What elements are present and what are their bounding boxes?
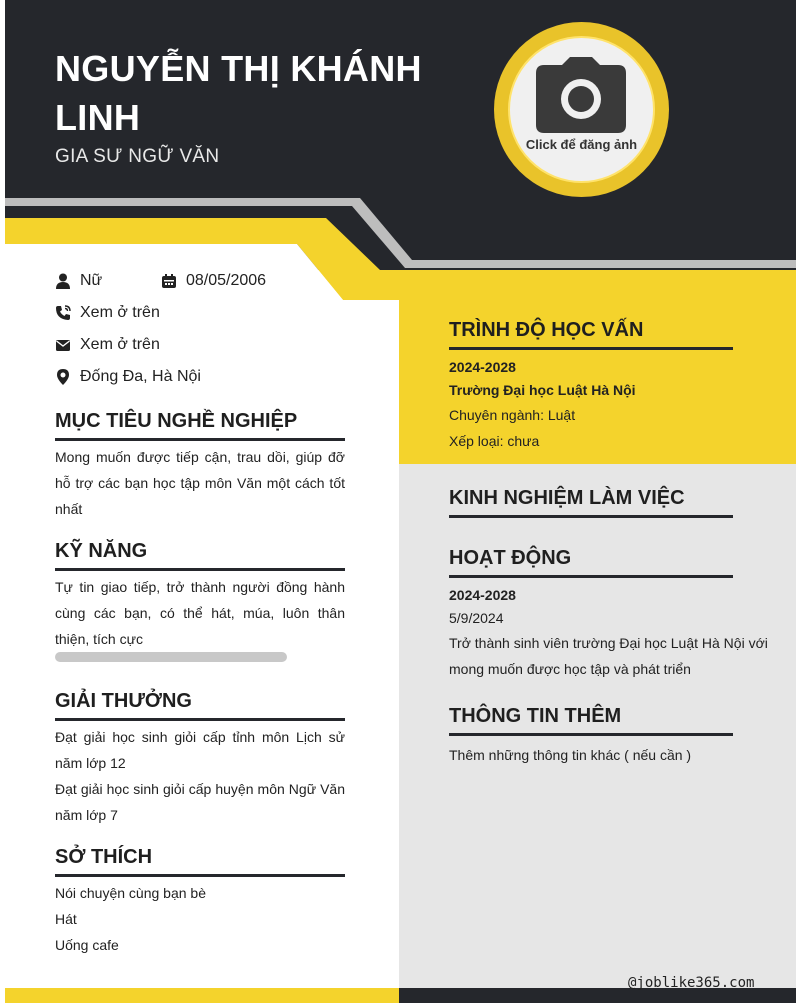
education-period: 2024-2028 — [449, 359, 516, 375]
skill-bar — [55, 652, 287, 662]
skills-title: KỸ NĂNG — [55, 540, 148, 562]
activities-title: HOẠT ĐỘNG — [449, 547, 572, 569]
email-value: Xem ở trên — [80, 336, 160, 353]
map-pin-icon — [55, 369, 71, 385]
education-major: Chuyên ngành: Luật — [449, 407, 576, 423]
award-item: Đạt giải học sinh giỏi cấp tỉnh môn Lịch sử năm lớp 12 — [55, 729, 345, 771]
activities-text: Trở thành sinh viên trường Đại học Luật Hà Nội với mong muốn được học tập và phát triển — [449, 635, 768, 677]
envelope-icon — [55, 337, 71, 353]
contact-email — [55, 336, 160, 354]
candidate-role: GIA SƯ NGỮ VĂN — [55, 146, 220, 167]
objective-title: MỤC TIÊU NGHỀ NGHIỆP — [55, 410, 298, 432]
experience-divider — [449, 515, 733, 518]
contact-phone — [55, 304, 160, 322]
activities-divider — [449, 575, 733, 578]
candidate-name: NGUYỄN THỊ KHÁNH LINH — [55, 48, 422, 138]
objective-text: Mong muốn được tiếp cận, trau dồi, giúp đỡ hỗ trợ các bạn học tập môn Văn một cách tốt nhất — [55, 449, 345, 517]
awards-title: GIẢI THƯỞNG — [55, 690, 192, 712]
phone-value: Xem ở trên — [80, 304, 160, 321]
camera-icon — [536, 55, 626, 135]
awards-divider — [55, 718, 345, 721]
hobbies-title: SỞ THÍCH — [55, 846, 153, 868]
gender-value: Nữ — [80, 272, 103, 289]
phone-icon — [55, 305, 71, 321]
address-value: Đống Đa, Hà Nội — [80, 368, 201, 385]
education-divider — [449, 347, 733, 350]
hobbies-divider — [55, 874, 345, 877]
extra-title: THÔNG TIN THÊM — [449, 705, 622, 727]
activities-period: 2024-2028 — [449, 587, 516, 603]
person-icon — [55, 273, 71, 289]
hobby-item: Hát — [55, 911, 77, 927]
experience-title: KINH NGHIỆM LÀM VIỆC — [449, 487, 685, 509]
hobby-item: Nói chuyện cùng bạn bè — [55, 885, 206, 901]
activities-date: 5/9/2024 — [449, 610, 504, 626]
extra-text: Thêm những thông tin khác ( nếu cần ) — [449, 747, 692, 763]
education-grade: Xếp loại: chưa — [449, 433, 540, 449]
contact-birthday — [161, 272, 266, 290]
hobby-item: Uống cafe — [55, 937, 119, 953]
contact-address — [55, 368, 201, 386]
photo-upload-label[interactable]: Click để đăng ảnh — [525, 137, 638, 152]
skills-divider — [55, 568, 345, 571]
footer-bar-left — [5, 988, 399, 1003]
contact-gender — [55, 272, 102, 290]
extra-divider — [449, 733, 733, 736]
education-title: TRÌNH ĐỘ HỌC VẤN — [449, 319, 644, 341]
birthday-value: 08/05/2006 — [186, 272, 267, 289]
education-school: Trường Đại học Luật Hà Nội — [449, 382, 636, 398]
skills-text: Tự tin giao tiếp, trở thành người đồng hành cùng các bạn, có thể hát, múa, luôn thân thiện, tích cực — [55, 579, 345, 647]
objective-divider — [55, 438, 345, 441]
calendar-icon — [161, 273, 177, 289]
watermark: @joblike365.com — [628, 975, 755, 991]
award-item: Đạt giải học sinh giỏi cấp huyện môn Ngữ Văn năm lớp 7 — [55, 781, 345, 823]
